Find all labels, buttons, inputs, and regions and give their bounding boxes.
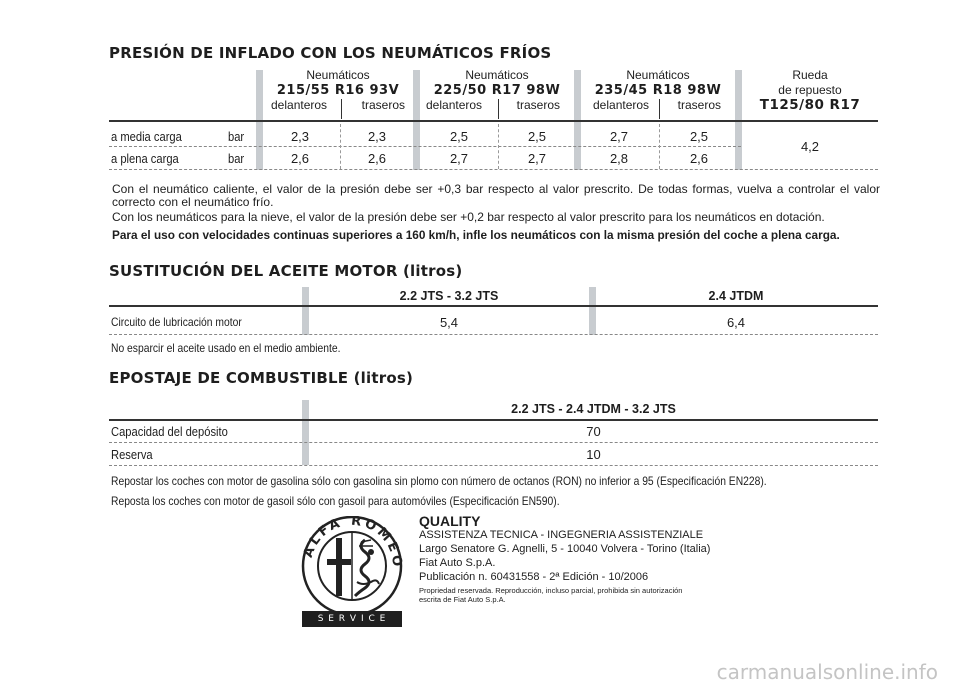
row-label: a plena carga bbox=[111, 151, 179, 166]
sub-divider bbox=[498, 99, 499, 119]
pressure-value: 2,6 bbox=[689, 151, 709, 166]
tire-label: Neumáticos bbox=[465, 68, 529, 82]
rear-label: traseros bbox=[677, 98, 721, 112]
quality-line: Largo Senatore G. Agnelli, 5 - 10040 Volvera - Torino (Italia) bbox=[419, 543, 711, 555]
cell-divider bbox=[498, 124, 499, 169]
column-divider bbox=[302, 400, 309, 465]
pressure-value: 2,5 bbox=[689, 129, 709, 144]
rear-label: traseros bbox=[361, 98, 405, 112]
tire-header-2 bbox=[420, 68, 574, 113]
pressure-value: 2,6 bbox=[367, 151, 387, 166]
tire-size: 225/50 R17 98W bbox=[433, 83, 561, 98]
pressure-value: 2,3 bbox=[290, 129, 310, 144]
sub-divider bbox=[659, 99, 660, 119]
oil-col-2: 2.4 JTDM bbox=[708, 289, 764, 303]
oil-col-1: 2.2 JTS - 3.2 JTS bbox=[399, 289, 499, 303]
pressure-value: 2,3 bbox=[367, 129, 387, 144]
fuel-row-rule bbox=[109, 465, 878, 466]
oil-value: 5,4 bbox=[439, 315, 459, 330]
cell-divider bbox=[340, 124, 341, 169]
front-label: delanteros bbox=[426, 98, 483, 112]
pressure-value: 2,7 bbox=[527, 151, 547, 166]
fuel-note: Reposta los coches con motor de gasoil sólo con gasoil para automóviles (Especificación EN590). bbox=[111, 494, 560, 508]
oil-note: No esparcir el aceite usado en el medio ambiente. bbox=[111, 341, 341, 355]
column-divider bbox=[589, 287, 596, 335]
fuel-row-label: Reserva bbox=[111, 447, 153, 462]
pressure-value: 2,6 bbox=[290, 151, 310, 166]
oil-row-rule bbox=[109, 334, 878, 335]
quality-line: Fiat Auto S.p.A. bbox=[419, 557, 496, 569]
spare-value: 4,2 bbox=[800, 139, 820, 154]
front-label: delanteros bbox=[593, 98, 650, 112]
fuel-row-rule bbox=[109, 442, 878, 443]
pressure-value: 2,7 bbox=[449, 151, 469, 166]
tire-label: Neumáticos bbox=[626, 68, 690, 82]
quality-title: QUALITY bbox=[419, 513, 481, 529]
pressure-title: PRESIÓN DE INFLADO CON LOS NEUMÁTICOS FRÍOS bbox=[109, 44, 552, 62]
sub-divider bbox=[341, 99, 342, 119]
tire-size: 235/45 R18 98W bbox=[594, 83, 722, 98]
tire-label: Neumáticos bbox=[306, 68, 370, 82]
spare-header bbox=[742, 68, 878, 113]
row-label: a media carga bbox=[111, 129, 182, 144]
pressure-note: Con los neumáticos para la nieve, el valor de la presión debe ser +0,2 bar respecto al valor prescrito para los neumáticos en dotación. bbox=[112, 210, 825, 224]
watermark-footer[interactable]: carmanualsonline.info bbox=[716, 660, 938, 684]
quality-line: Publicación n. 60431558 - 2ª Edición - 10/2006 bbox=[419, 571, 649, 583]
pressure-note-bold: Para el uso con velocidades continuas superiores a 160 km/h, infle los neumáticos con la misma presión del coche a plena carga. bbox=[112, 228, 840, 242]
logo-ring-text: ALFA ROMEO bbox=[300, 516, 405, 570]
fuel-header-rule bbox=[109, 419, 878, 421]
row-unit: bar bbox=[228, 129, 245, 144]
service-banner bbox=[302, 611, 402, 627]
alfa-romeo-service-logo bbox=[297, 516, 407, 628]
spare-label: Rueda bbox=[792, 68, 828, 82]
row-rule bbox=[109, 146, 741, 147]
pressure-value: 2,5 bbox=[527, 129, 547, 144]
pressure-value: 2,8 bbox=[609, 151, 629, 166]
row-rule bbox=[109, 169, 878, 170]
pressure-note: Con el neumático caliente, el valor de la presión debe ser +0,3 bar respecto al valor prescrito. De todas formas, vuelva a controlar el valor correcto con el neumático frío. bbox=[112, 182, 880, 209]
oil-header-rule bbox=[109, 305, 878, 307]
fuel-note: Repostar los coches con motor de gasolina sólo con gasolina sin plomo con número de octanos (RON) no inferior a 95 (Especificación EN228). bbox=[111, 474, 767, 488]
oil-row-label: Circuito de lubricación motor bbox=[111, 315, 242, 329]
rear-label: traseros bbox=[516, 98, 560, 112]
row-unit: bar bbox=[228, 151, 245, 166]
fuel-value: 70 bbox=[586, 424, 601, 439]
fuel-value: 10 bbox=[586, 447, 601, 462]
tire-header-3 bbox=[581, 68, 735, 113]
quality-small: escrita de Fiat Auto S.p.A. bbox=[419, 595, 506, 604]
fuel-row-label: Capacidad del depósito bbox=[111, 424, 228, 439]
oil-title: SUSTITUCIÓN DEL ACEITE MOTOR (litros) bbox=[109, 262, 463, 280]
pressure-value: 2,5 bbox=[449, 129, 469, 144]
cell-divider bbox=[659, 124, 660, 169]
quality-small: Propriedad reservada. Reproducción, incluso parcial, prohibida sin autorización bbox=[419, 586, 683, 595]
service-label: S E R V I C E bbox=[317, 614, 387, 624]
spare-size: T125/80 R17 bbox=[759, 97, 861, 113]
fuel-col: 2.2 JTS - 2.4 JTDM - 3.2 JTS bbox=[511, 402, 676, 416]
oil-value: 6,4 bbox=[726, 315, 746, 330]
pressure-value: 2,7 bbox=[609, 129, 629, 144]
header-rule bbox=[109, 120, 878, 122]
fuel-title: EPOSTAJE DE COMBUSTIBLE (litros) bbox=[109, 369, 414, 387]
spare-sub: de repuesto bbox=[778, 83, 842, 97]
quality-line: ASSISTENZA TECNICA - INGEGNERIA ASSISTENZIALE bbox=[419, 529, 704, 541]
tire-header-1 bbox=[263, 68, 413, 113]
column-divider bbox=[302, 287, 309, 335]
front-label: delanteros bbox=[271, 98, 328, 112]
tire-size: 215/55 R16 93V bbox=[276, 83, 400, 98]
